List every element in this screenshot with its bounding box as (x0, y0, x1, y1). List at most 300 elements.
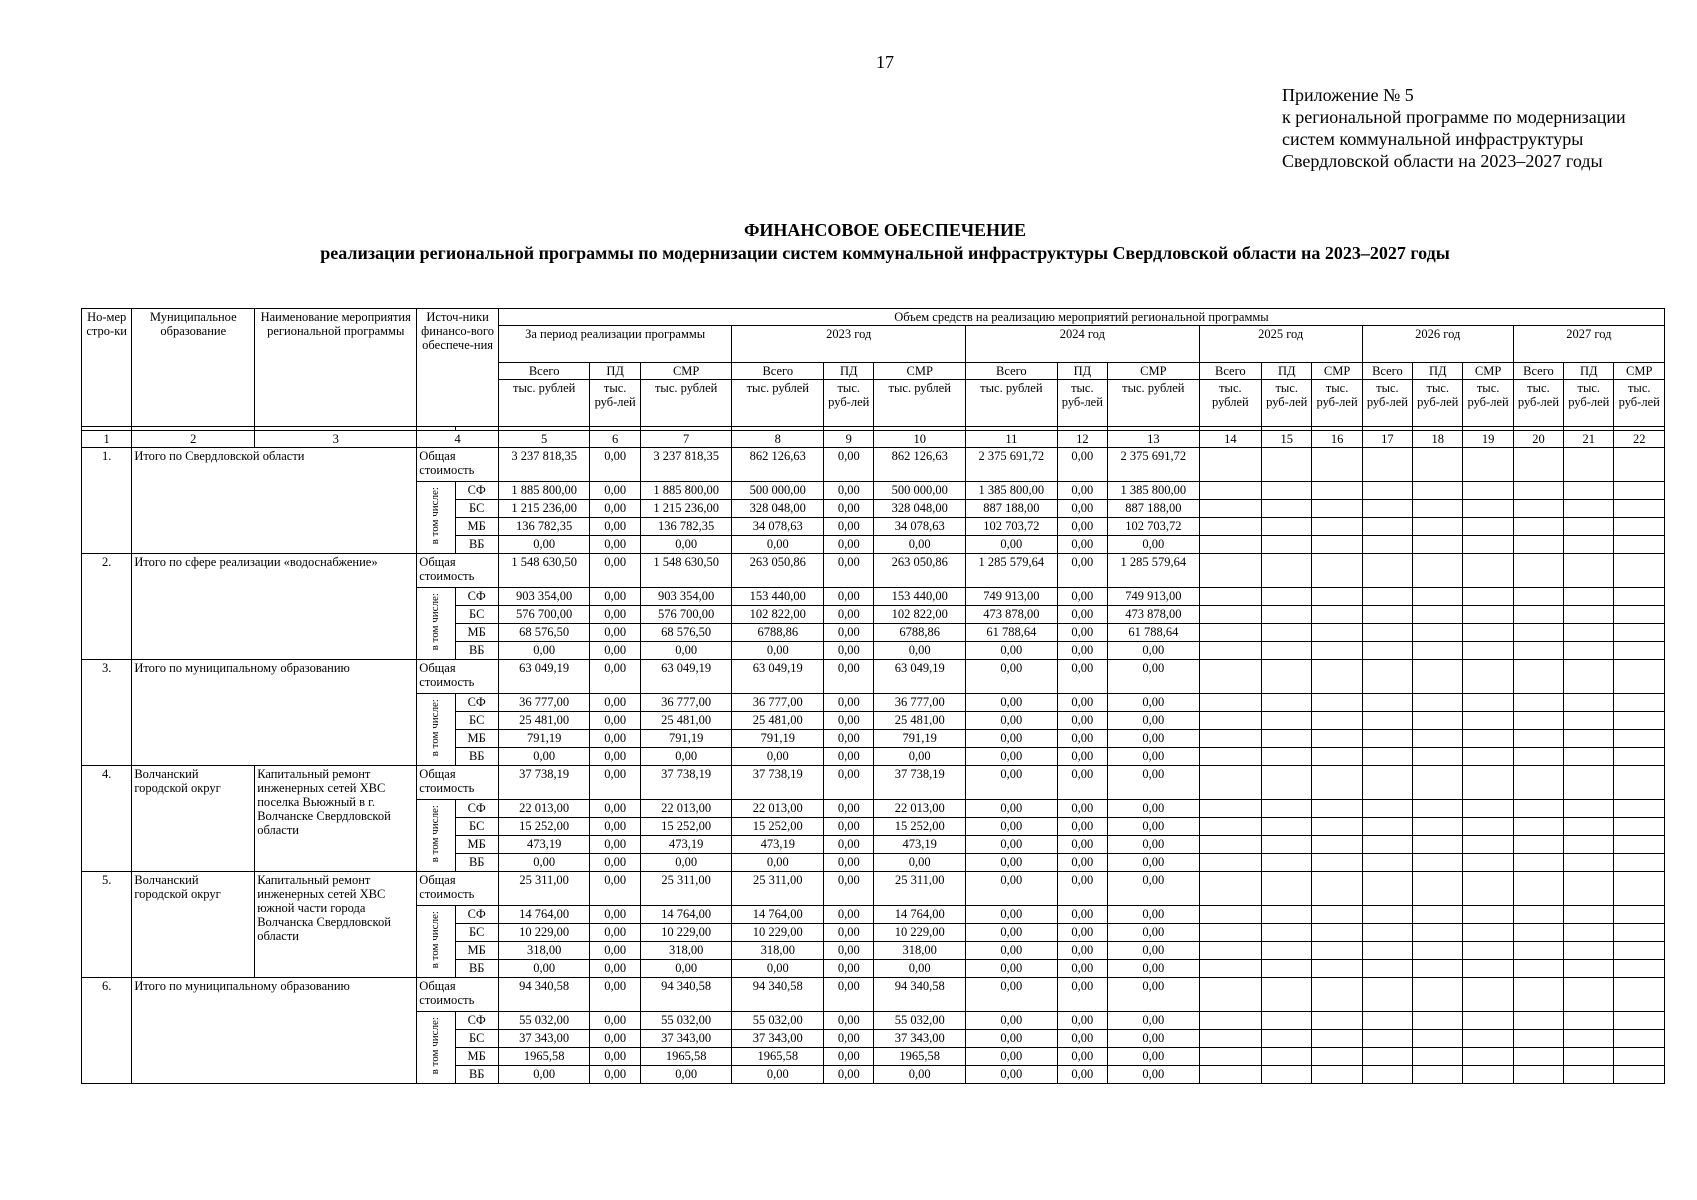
column-number: 21 (1564, 431, 1614, 448)
empty-cell (1564, 872, 1614, 906)
value-cell: 6788,86 (874, 624, 966, 642)
value-cell: 0,00 (590, 818, 640, 836)
value-cell: 0,00 (590, 836, 640, 854)
value-cell: 136 782,35 (640, 518, 732, 536)
value-cell: 0,00 (1108, 536, 1200, 554)
header-row (82, 309, 1665, 326)
column-number: 11 (966, 431, 1058, 448)
empty-cell (1614, 748, 1665, 766)
empty-cell (1312, 730, 1362, 748)
empty-cell (1614, 906, 1665, 924)
empty-cell (1262, 730, 1312, 748)
empty-cell (1614, 836, 1665, 854)
empty-cell (1564, 854, 1614, 872)
value-cell: 25 311,00 (640, 872, 732, 906)
empty-cell (1463, 448, 1513, 482)
value-cell: 0,00 (824, 1066, 874, 1084)
header-unit: тыс. руб-лей (1362, 380, 1412, 427)
empty-cell (1513, 536, 1563, 554)
header-unit: тыс. руб-лей (1262, 380, 1312, 427)
value-cell: 0,00 (824, 818, 874, 836)
value-cell: 263 050,86 (732, 554, 824, 588)
empty-cell (1362, 712, 1412, 730)
empty-cell (1463, 854, 1513, 872)
header-unit: тыс. рублей (498, 380, 590, 427)
column-number: 15 (1262, 431, 1312, 448)
value-cell: 36 777,00 (874, 694, 966, 712)
empty-cell (1362, 660, 1412, 694)
table-row (82, 448, 1665, 482)
empty-cell (1362, 624, 1412, 642)
empty-cell (1262, 924, 1312, 942)
empty-cell (1362, 854, 1412, 872)
value-cell: 0,00 (1108, 660, 1200, 694)
header-pd: ПД (1262, 363, 1312, 380)
empty-cell (1614, 1012, 1665, 1030)
value-cell: 0,00 (590, 1066, 640, 1084)
value-cell: 328 048,00 (732, 500, 824, 518)
empty-cell (1463, 924, 1513, 942)
empty-cell (1564, 978, 1614, 1012)
empty-cell (1312, 448, 1362, 482)
empty-cell (1362, 978, 1412, 1012)
value-cell: 0,00 (1057, 606, 1107, 624)
empty-cell (1413, 978, 1463, 1012)
header-unit: тыс. рублей (874, 380, 966, 427)
value-cell: 0,00 (1108, 694, 1200, 712)
value-cell: 0,00 (1057, 588, 1107, 606)
empty-cell (1362, 642, 1412, 660)
value-cell: 0,00 (966, 642, 1058, 660)
empty-cell (1199, 482, 1261, 500)
value-cell: 0,00 (640, 960, 732, 978)
value-cell: 0,00 (590, 482, 640, 500)
value-cell: 102 703,72 (1108, 518, 1200, 536)
appendix-line: к региональной программе по модернизации (1282, 107, 1626, 127)
value-cell: 0,00 (1057, 554, 1107, 588)
empty-cell (1312, 1012, 1362, 1030)
empty-cell (1463, 818, 1513, 836)
column-number: 7 (640, 431, 732, 448)
financing-table (81, 308, 1665, 1084)
empty-cell (1413, 960, 1463, 978)
value-cell: 473 878,00 (966, 606, 1058, 624)
value-cell: 0,00 (732, 536, 824, 554)
empty-cell (1463, 500, 1513, 518)
including-label: в том числе: (429, 911, 442, 969)
header-unit: тыс. руб-лей (590, 380, 640, 427)
including-label: в том числе: (429, 1017, 442, 1075)
empty-cell (1312, 554, 1362, 588)
source-label: ВБ (455, 854, 498, 872)
empty-cell (1312, 642, 1362, 660)
empty-cell (1463, 978, 1513, 1012)
row-number: 2. (82, 554, 132, 660)
empty-cell (1463, 748, 1513, 766)
value-cell: 0,00 (824, 554, 874, 588)
empty-cell (1564, 500, 1614, 518)
source-label: БС (455, 712, 498, 730)
value-cell: 0,00 (824, 482, 874, 500)
empty-cell (1312, 588, 1362, 606)
value-cell: 0,00 (824, 872, 874, 906)
value-cell: 0,00 (640, 748, 732, 766)
value-cell: 0,00 (824, 536, 874, 554)
value-cell: 0,00 (590, 536, 640, 554)
value-cell: 0,00 (1108, 642, 1200, 660)
value-cell: 0,00 (824, 624, 874, 642)
value-cell: 36 777,00 (732, 694, 824, 712)
value-cell: 318,00 (640, 942, 732, 960)
column-number: 12 (1057, 431, 1107, 448)
row-municipality: Итого по сфере реализации «водоснабжение» (132, 554, 417, 660)
empty-cell (1513, 660, 1563, 694)
value-cell: 0,00 (966, 836, 1058, 854)
value-cell: 0,00 (732, 960, 824, 978)
header-unit: тыс. руб-лей (1413, 380, 1463, 427)
value-cell: 25 481,00 (640, 712, 732, 730)
empty-cell (1463, 730, 1513, 748)
value-cell: 61 788,64 (966, 624, 1058, 642)
empty-cell (1564, 800, 1614, 818)
appendix-line: Свердловской области на 2023–2027 годы (1282, 151, 1603, 171)
value-cell: 0,00 (1108, 730, 1200, 748)
header-pd: ПД (1564, 363, 1614, 380)
header-smr: СМР (874, 363, 966, 380)
empty-cell (1614, 518, 1665, 536)
value-cell: 0,00 (1108, 712, 1200, 730)
empty-cell (1614, 942, 1665, 960)
value-cell: 0,00 (824, 1030, 874, 1048)
value-cell: 0,00 (824, 836, 874, 854)
value-cell: 22 013,00 (732, 800, 824, 818)
value-cell: 0,00 (590, 500, 640, 518)
empty-cell (1199, 624, 1261, 642)
empty-cell (1413, 642, 1463, 660)
value-cell: 0,00 (1057, 482, 1107, 500)
value-cell: 1965,58 (732, 1048, 824, 1066)
empty-cell (1262, 960, 1312, 978)
value-cell: 0,00 (874, 536, 966, 554)
table-row (82, 660, 1665, 694)
value-cell: 10 229,00 (874, 924, 966, 942)
value-cell: 0,00 (1057, 660, 1107, 694)
table-row (82, 554, 1665, 588)
value-cell: 55 032,00 (874, 1012, 966, 1030)
value-cell: 0,00 (874, 854, 966, 872)
value-cell: 6788,86 (732, 624, 824, 642)
source-label: ВБ (455, 642, 498, 660)
empty-cell (1463, 1012, 1513, 1030)
header-pd: ПД (824, 363, 874, 380)
including-label-cell (417, 482, 455, 554)
value-cell: 0,00 (1108, 872, 1200, 906)
value-cell: 14 764,00 (498, 906, 590, 924)
value-cell: 0,00 (1057, 800, 1107, 818)
value-cell: 0,00 (732, 854, 824, 872)
empty-cell (1513, 448, 1563, 482)
empty-cell (1199, 818, 1261, 836)
value-cell: 0,00 (824, 978, 874, 1012)
value-cell: 0,00 (966, 1012, 1058, 1030)
empty-cell (1463, 1048, 1513, 1066)
empty-cell (1362, 536, 1412, 554)
header-year: 2023 год (732, 326, 966, 363)
value-cell: 0,00 (966, 906, 1058, 924)
empty-cell (1564, 748, 1614, 766)
value-cell: 0,00 (1057, 960, 1107, 978)
row-municipality: Итого по муниципальному образованию (132, 660, 417, 766)
empty-cell (1413, 660, 1463, 694)
value-cell: 0,00 (1108, 800, 1200, 818)
including-label-cell (417, 588, 455, 660)
header-year: 2026 год (1362, 326, 1513, 363)
value-cell: 14 764,00 (732, 906, 824, 924)
empty-cell (1564, 1066, 1614, 1084)
value-cell: 0,00 (590, 588, 640, 606)
source-label: МБ (455, 836, 498, 854)
header-vsego: Всего (732, 363, 824, 380)
value-cell: 0,00 (640, 854, 732, 872)
row-number: 6. (82, 978, 132, 1084)
empty-cell (1312, 854, 1362, 872)
empty-cell (1413, 536, 1463, 554)
value-cell: 55 032,00 (640, 1012, 732, 1030)
value-cell: 0,00 (966, 536, 1058, 554)
value-cell: 0,00 (590, 960, 640, 978)
value-cell: 0,00 (824, 712, 874, 730)
value-cell: 887 188,00 (966, 500, 1058, 518)
empty-cell (1564, 1012, 1614, 1030)
value-cell: 0,00 (590, 730, 640, 748)
column-number: 9 (824, 431, 874, 448)
empty-cell (1199, 1048, 1261, 1066)
header-pd: ПД (1057, 363, 1107, 380)
empty-cell (1513, 518, 1563, 536)
header-unit: тыс. рублей (1199, 380, 1261, 427)
value-cell: 36 777,00 (498, 694, 590, 712)
value-cell: 0,00 (966, 1030, 1058, 1048)
empty-cell (1413, 1030, 1463, 1048)
value-cell: 136 782,35 (498, 518, 590, 536)
empty-cell (1614, 1066, 1665, 1084)
value-cell: 25 481,00 (732, 712, 824, 730)
empty-cell (1199, 730, 1261, 748)
empty-cell (1564, 942, 1614, 960)
including-label-cell (417, 694, 455, 766)
empty-cell (1614, 978, 1665, 1012)
value-cell: 500 000,00 (732, 482, 824, 500)
empty-cell (1564, 766, 1614, 800)
including-label: в том числе: (429, 487, 442, 545)
value-cell: 0,00 (1108, 1048, 1200, 1066)
source-label: СФ (455, 800, 498, 818)
including-label-cell (417, 1012, 455, 1084)
empty-cell (1312, 800, 1362, 818)
value-cell: 1 885 800,00 (498, 482, 590, 500)
value-cell: 1 385 800,00 (966, 482, 1058, 500)
value-cell: 94 340,58 (874, 978, 966, 1012)
column-number: 1 (82, 431, 132, 448)
table-row (82, 978, 1665, 1012)
empty-cell (1199, 854, 1261, 872)
header-smr: СМР (1108, 363, 1200, 380)
header-sources: Источ-ники финансо-вого обеспече-ния (417, 309, 499, 427)
source-label: БС (455, 924, 498, 942)
empty-cell (1312, 924, 1362, 942)
value-cell: 1 548 630,50 (640, 554, 732, 588)
value-cell: 37 343,00 (732, 1030, 824, 1048)
value-cell: 0,00 (1057, 748, 1107, 766)
header-pd: ПД (1413, 363, 1463, 380)
value-cell: 0,00 (1057, 642, 1107, 660)
header-event-name: Наименование мероприятия региональной программы (255, 309, 417, 427)
value-cell: 0,00 (1057, 766, 1107, 800)
empty-cell (1564, 906, 1614, 924)
empty-cell (1413, 1012, 1463, 1030)
empty-cell (1513, 854, 1563, 872)
empty-cell (1463, 606, 1513, 624)
empty-cell (1312, 836, 1362, 854)
value-cell: 0,00 (966, 978, 1058, 1012)
value-cell: 1 385 800,00 (1108, 482, 1200, 500)
empty-cell (1362, 800, 1412, 818)
value-cell: 55 032,00 (498, 1012, 590, 1030)
row-municipality: Волчанский городской округ (132, 872, 255, 978)
value-cell: 0,00 (824, 642, 874, 660)
empty-cell (1199, 660, 1261, 694)
row-number: 5. (82, 872, 132, 978)
value-cell: 0,00 (1108, 748, 1200, 766)
value-cell: 0,00 (1108, 766, 1200, 800)
header-volume: Объем средств на реализацию мероприятий региональной программы (498, 309, 1664, 326)
value-cell: 0,00 (966, 854, 1058, 872)
empty-cell (1614, 642, 1665, 660)
value-cell: 903 354,00 (498, 588, 590, 606)
value-cell: 791,19 (640, 730, 732, 748)
column-number: 17 (1362, 431, 1412, 448)
value-cell: 0,00 (824, 518, 874, 536)
empty-cell (1564, 1048, 1614, 1066)
value-cell: 15 252,00 (732, 818, 824, 836)
value-cell: 0,00 (732, 1066, 824, 1084)
value-cell: 94 340,58 (498, 978, 590, 1012)
empty-cell (1262, 624, 1312, 642)
value-cell: 0,00 (640, 1066, 732, 1084)
empty-cell (1564, 836, 1614, 854)
empty-cell (1564, 694, 1614, 712)
empty-cell (1513, 748, 1563, 766)
empty-cell (1413, 872, 1463, 906)
empty-cell (1262, 872, 1312, 906)
empty-cell (1199, 906, 1261, 924)
empty-cell (1513, 1030, 1563, 1048)
value-cell: 0,00 (1057, 712, 1107, 730)
source-label: ВБ (455, 960, 498, 978)
source-label: МБ (455, 624, 498, 642)
empty-cell (1312, 712, 1362, 730)
header-row-number: Но-мер стро-ки (82, 309, 132, 427)
row-number: 1. (82, 448, 132, 554)
empty-cell (1513, 1048, 1563, 1066)
column-number: 4 (417, 431, 499, 448)
empty-cell (1362, 448, 1412, 482)
value-cell: 0,00 (824, 606, 874, 624)
value-cell: 0,00 (824, 800, 874, 818)
empty-cell (1262, 694, 1312, 712)
value-cell: 37 738,19 (874, 766, 966, 800)
value-cell: 0,00 (1108, 906, 1200, 924)
value-cell: 0,00 (1057, 730, 1107, 748)
value-cell: 25 481,00 (498, 712, 590, 730)
value-cell: 3 237 818,35 (498, 448, 590, 482)
empty-cell (1312, 906, 1362, 924)
empty-cell (1463, 906, 1513, 924)
empty-cell (1564, 730, 1614, 748)
empty-cell (1513, 836, 1563, 854)
value-cell: 63 049,19 (874, 660, 966, 694)
empty-cell (1463, 482, 1513, 500)
value-cell: 0,00 (640, 536, 732, 554)
empty-cell (1362, 606, 1412, 624)
value-cell: 0,00 (824, 960, 874, 978)
value-cell: 0,00 (1057, 906, 1107, 924)
column-number: 5 (498, 431, 590, 448)
header-vsego: Всего (1199, 363, 1261, 380)
value-cell: 2 375 691,72 (966, 448, 1058, 482)
empty-cell (1564, 712, 1614, 730)
header-vsego: Всего (1362, 363, 1412, 380)
header-smr: СМР (640, 363, 732, 380)
value-cell: 0,00 (590, 554, 640, 588)
value-cell: 0,00 (498, 536, 590, 554)
total-cost-label: Общая стоимость (417, 766, 499, 800)
row-municipality: Итого по Свердловской области (132, 448, 417, 554)
empty-cell (1199, 642, 1261, 660)
empty-cell (1564, 660, 1614, 694)
value-cell: 0,00 (966, 1066, 1058, 1084)
empty-cell (1199, 448, 1261, 482)
value-cell: 37 343,00 (498, 1030, 590, 1048)
value-cell: 0,00 (1057, 1012, 1107, 1030)
empty-cell (1362, 554, 1412, 588)
value-cell: 791,19 (498, 730, 590, 748)
value-cell: 0,00 (1057, 1030, 1107, 1048)
value-cell: 0,00 (1057, 518, 1107, 536)
empty-cell (1564, 554, 1614, 588)
source-label: БС (455, 606, 498, 624)
value-cell: 1 215 236,00 (498, 500, 590, 518)
value-cell: 15 252,00 (874, 818, 966, 836)
value-cell: 0,00 (590, 854, 640, 872)
including-label-cell (417, 906, 455, 978)
value-cell: 0,00 (1057, 978, 1107, 1012)
value-cell: 153 440,00 (732, 588, 824, 606)
empty-cell (1312, 872, 1362, 906)
empty-cell (1614, 1030, 1665, 1048)
value-cell: 0,00 (498, 854, 590, 872)
empty-cell (1413, 748, 1463, 766)
empty-cell (1614, 694, 1665, 712)
empty-cell (1463, 1066, 1513, 1084)
value-cell: 0,00 (966, 730, 1058, 748)
value-cell: 0,00 (1108, 978, 1200, 1012)
header-year: 2024 год (966, 326, 1200, 363)
value-cell: 63 049,19 (498, 660, 590, 694)
value-cell: 61 788,64 (1108, 624, 1200, 642)
empty-cell (1312, 818, 1362, 836)
value-cell: 576 700,00 (498, 606, 590, 624)
